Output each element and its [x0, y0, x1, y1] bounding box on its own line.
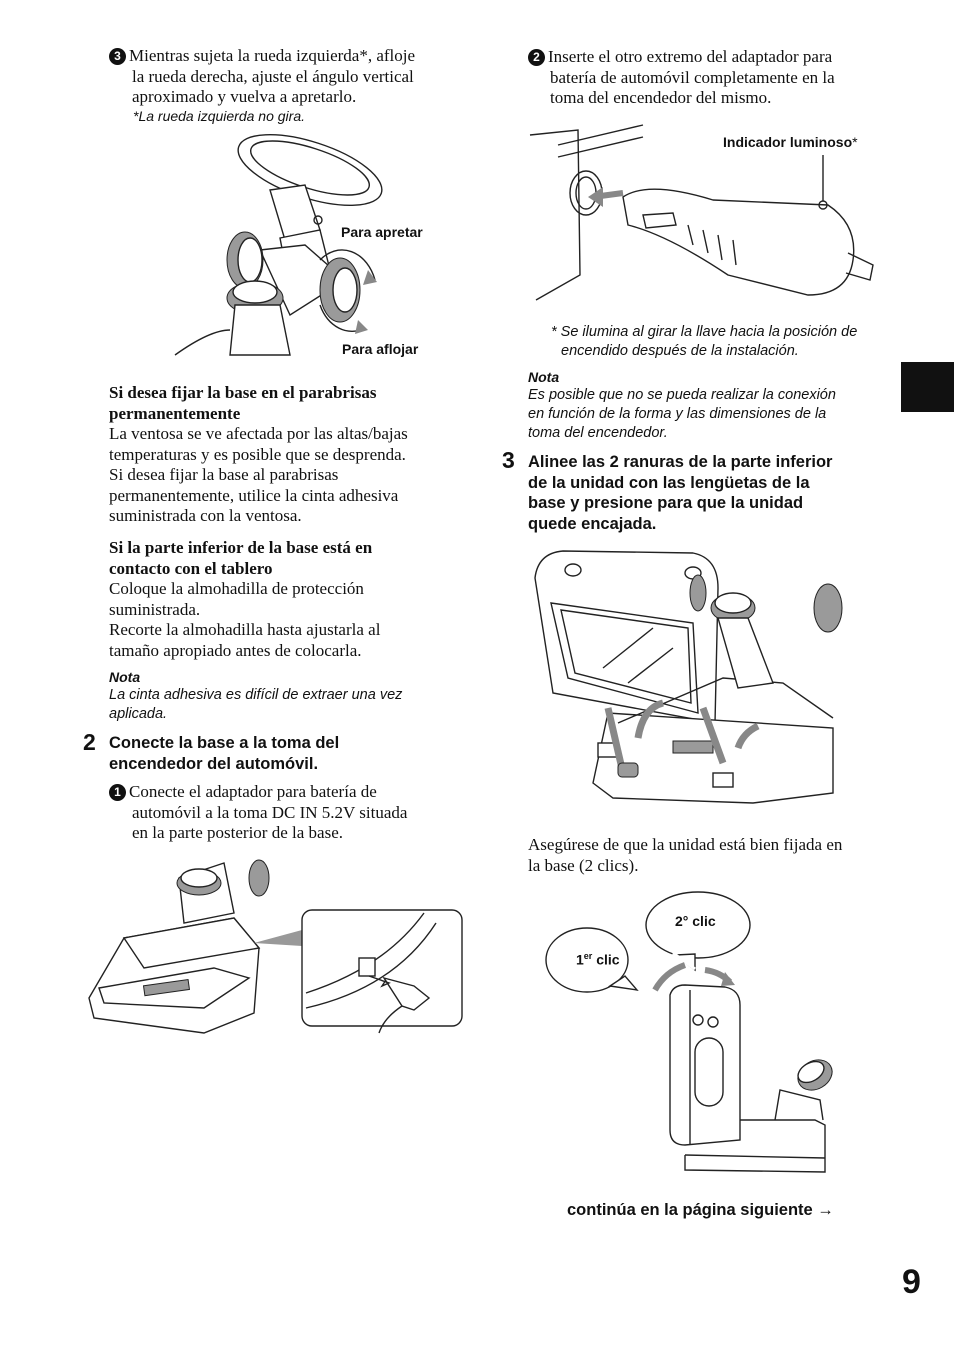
figure-lighter-adapter — [528, 125, 878, 305]
section-windshield-line: Si desea fijar la base al parabrisas — [109, 465, 339, 484]
substep2-line1: Inserte el otro extremo del adaptador para — [548, 47, 833, 66]
step2-heading-line2: encendedor del automóvil. — [109, 754, 319, 773]
substep2-line3: toma del encendedor del mismo. — [550, 88, 772, 107]
step3-heading-line: de la unidad con las lengüetas de la — [528, 473, 810, 492]
label-first-click — [576, 951, 620, 968]
section-windshield-line: temperaturas y es posible que se desprenda. — [109, 444, 406, 464]
figure-unit-attach — [533, 548, 851, 816]
label-indicator — [723, 134, 858, 150]
confirm-line2: la base (2 clics). — [528, 855, 639, 875]
nota-right-line: Es posible que no se pueda realizar la conexión — [528, 387, 836, 403]
substep2-line2: batería de automóvil completamente en la — [550, 67, 835, 87]
label-loosen: Para aflojar — [342, 341, 419, 357]
step3-line2: la rueda derecha, ajuste el ángulo vertical — [132, 66, 414, 86]
page-number: 9 — [902, 1263, 921, 1301]
step-bullet-3: 3 — [109, 48, 126, 65]
nota-body-left — [109, 686, 469, 724]
section-windshield-title-2: permanentemente — [109, 403, 241, 423]
nota-right-line: toma del encendedor. — [528, 425, 668, 441]
step-number-2: 2 — [83, 729, 96, 755]
star-note-line2: encendido después de la instalación. — [561, 343, 799, 359]
step3-heading-line: base y presione para que la unidad — [528, 494, 804, 512]
step3-line1: Mientras sujeta la rueda izquierda*, afloje — [129, 46, 416, 65]
section-dashboard-line: suministrada. — [109, 599, 201, 619]
step2-sub1-line1: Conecte el adaptador para batería de — [129, 782, 377, 801]
figure-mount-wheel — [170, 130, 450, 362]
section-windshield — [109, 383, 469, 527]
substep-2-instruction — [528, 47, 888, 109]
section-windshield-title-1: Si desea fijar la base en el parabrisas — [109, 383, 377, 402]
confirm-text — [528, 835, 888, 876]
step-bullet-1: 1 — [109, 784, 126, 801]
step2-sub1-line3: en la parte posterior de la base. — [132, 823, 343, 842]
step-bullet-2: 2 — [528, 49, 545, 66]
side-tab-marker — [901, 362, 954, 412]
section-dashboard — [109, 538, 469, 661]
nota-label-left: Nota — [109, 669, 141, 685]
nota-body-right — [528, 386, 888, 443]
confirm-line1: Asegúrese de que la unidad está bien fijada en — [528, 835, 843, 854]
step3-heading — [528, 452, 888, 534]
step3-heading-line: quede encajada. — [528, 514, 657, 533]
label-first-click-word: clic — [592, 951, 620, 968]
section-dashboard-line: Recorte la almohadilla hasta ajustarla al — [109, 620, 381, 639]
label-indicator-text: Indicador luminoso — [723, 134, 853, 150]
label-tighten: Para apretar — [341, 224, 423, 240]
step2-sub1-line2: automóvil a la toma DC IN 5.2V situada — [132, 802, 408, 822]
section-dashboard-title-1: Si la parte inferior de la base está en — [109, 538, 373, 557]
label-indicator-star: * — [852, 134, 858, 150]
step2-heading-line1: Conecte la base a la toma del — [109, 734, 340, 752]
figure-base-dcin — [84, 858, 468, 1033]
nota-left-line1: La cinta adhesiva es difícil de extraer una vez — [109, 687, 403, 703]
section-dashboard-title-2: contacto con el tablero — [109, 558, 273, 578]
step2-substep-1 — [109, 782, 469, 844]
step3-instruction — [109, 46, 469, 108]
nota-label-right: Nota — [528, 369, 560, 385]
label-first-click-num: 1 — [576, 951, 584, 968]
section-windshield-line: permanentemente, utilice la cinta adhesiva — [109, 485, 399, 505]
step-number-3: 3 — [502, 447, 515, 473]
step3-line3: aproximado y vuelva a apretarlo. — [132, 87, 357, 106]
step3-heading-line: Alinee las 2 ranuras de la parte inferior — [528, 453, 833, 471]
label-first-click-sup: er — [583, 951, 593, 961]
figure-two-clicks — [545, 890, 845, 1175]
nota-left-line2: aplicada. — [109, 706, 168, 722]
footnote-wheel: *La rueda izquierda no gira. — [133, 108, 306, 124]
continue-next-page: continúa en la página siguiente → — [567, 1201, 834, 1219]
section-dashboard-line: tamaño apropiado antes de colocarla. — [109, 640, 362, 660]
section-windshield-line: La ventosa se ve afectada por las altas/bajas — [109, 424, 408, 443]
star-note — [551, 323, 891, 361]
section-dashboard-line: Coloque la almohadilla de protección — [109, 579, 364, 598]
step2-heading — [109, 733, 469, 774]
nota-right-line: en función de la forma y las dimensiones de la — [528, 406, 827, 422]
star-note-line1: * Se ilumina al girar la llave hacia la posición de — [551, 324, 858, 340]
section-windshield-line: suministrada con la ventosa. — [109, 506, 302, 525]
label-second-click: 2° clic — [675, 913, 716, 929]
